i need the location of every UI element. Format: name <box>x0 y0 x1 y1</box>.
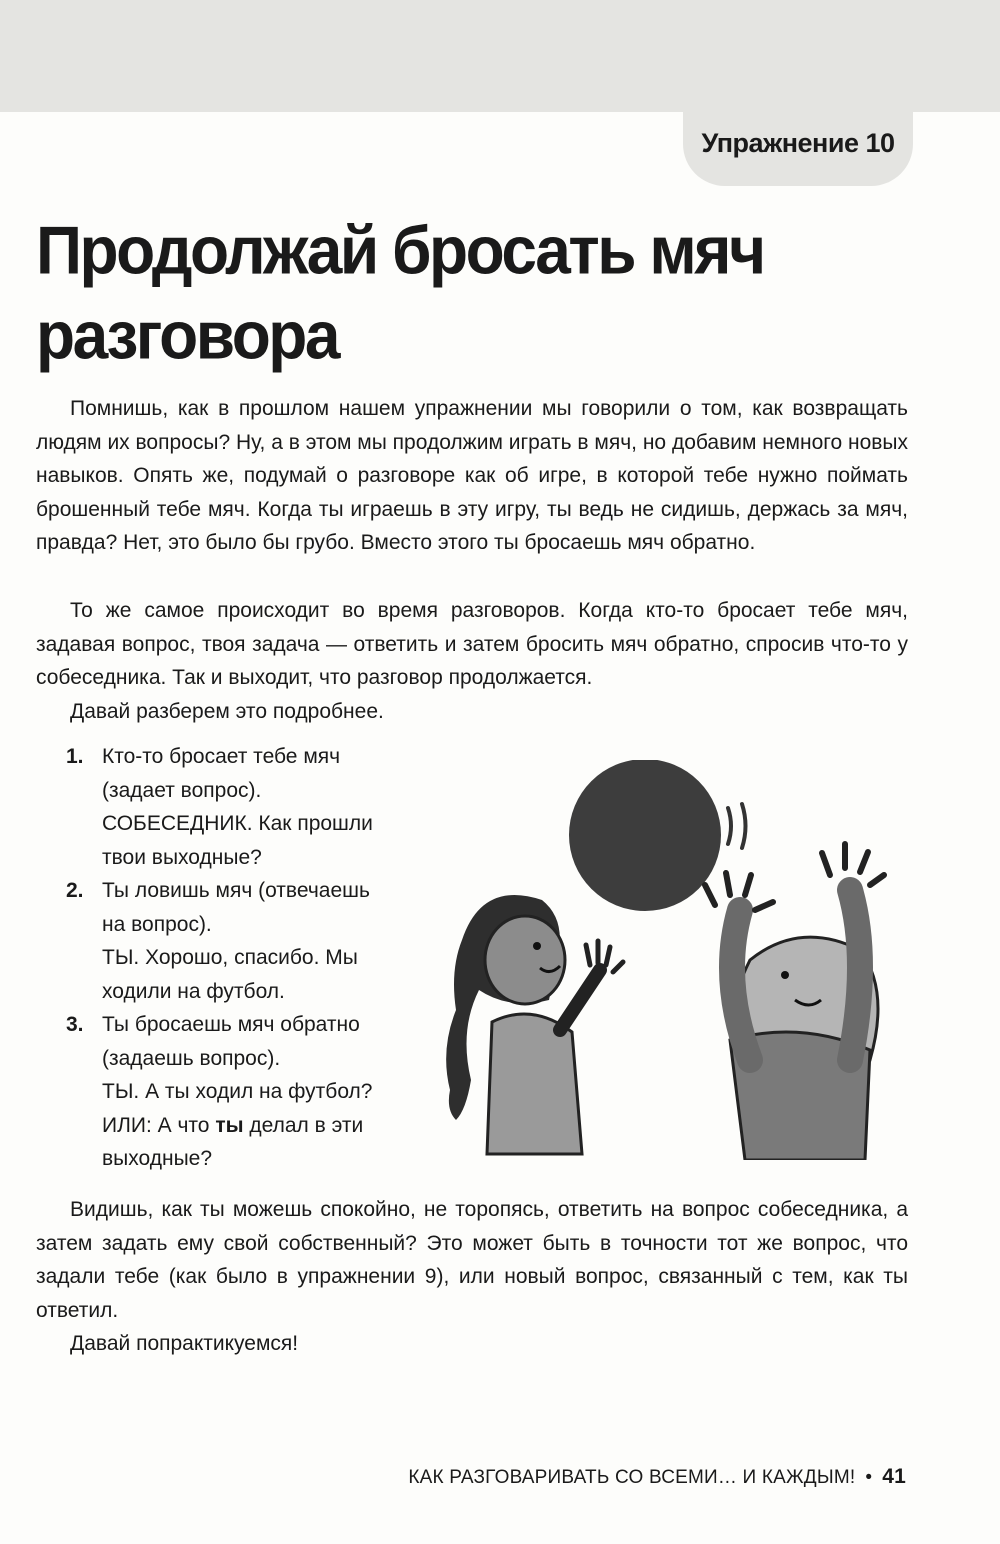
kids-playing-ball-illustration <box>430 760 900 1160</box>
paragraph-intro <box>36 392 908 560</box>
step-line: СОБЕСЕДНИК. Как прошли <box>102 812 373 835</box>
motion-lines <box>728 804 746 848</box>
step-emphasis: ты <box>215 1113 244 1137</box>
steps-list <box>66 740 396 1176</box>
step-line: (задаешь вопрос). <box>102 1046 281 1070</box>
page-title <box>36 208 796 378</box>
step-text: делал в эти <box>243 1113 364 1137</box>
step-number: 1. <box>66 745 84 768</box>
girl-figure <box>446 895 623 1154</box>
step-line: на вопрос). <box>102 912 212 936</box>
paragraph-same-text: То же самое происходит во время разговоров. Когда кто-то бросает тебе мяч, задавая вопрос, твоя задача — ответить и затем бросить мяч обратно, спросив что-то у собеседника. Так и выходит, что разговор продолжается. <box>36 599 908 689</box>
boy-right-arm <box>850 890 860 1060</box>
step-line: твои выходные? <box>102 845 262 869</box>
girl-shirt <box>487 1014 582 1154</box>
girl-eye <box>533 942 541 950</box>
boy-figure <box>705 844 884 1160</box>
girl-arm <box>560 970 600 1030</box>
step-3 <box>66 1008 396 1176</box>
step-1 <box>66 740 396 874</box>
paragraph-practice <box>36 1327 908 1361</box>
step-line: (задает вопрос). <box>102 778 262 802</box>
step-line: ТЫ. Хорошо, спасибо. Мы <box>102 946 358 969</box>
paragraph-intro-text: Помнишь, как в прошлом нашем упражнении мы говорили о том, как возвращать людям их вопросы? Ну, а в этом мы продолжим играть в мяч, но добавим немного новых навыков. Опять же, подумай о разговоре как об игре, в которой тебе нужно поймать брошенный тебе мяч. Когда ты играешь в эту игру, ты ведь не сидишь, держась за мяч, правда? Нет, это было бы грубо. Вместо этого ты бросаешь мяч обратно. <box>36 397 908 554</box>
title-line-1: Продолжай бросать мяч <box>36 212 764 289</box>
paragraph-lead <box>36 695 908 729</box>
step-line: Ты ловишь мяч (отвечаешь <box>102 879 370 902</box>
title-line-2: разговора <box>36 297 338 374</box>
step-number: 2. <box>66 879 84 902</box>
step-2 <box>66 874 396 1008</box>
girl-face <box>485 916 565 1004</box>
paragraph-lead-text: Давай разберем это подробнее. <box>70 700 384 723</box>
paragraph-same <box>36 594 908 695</box>
exercise-tab <box>683 112 913 186</box>
step-line: выходные? <box>102 1147 213 1170</box>
paragraph-practice-text: Давай попрактикуемся! <box>70 1332 299 1355</box>
step-line: ходили на футбол. <box>102 979 285 1003</box>
step-number: 3. <box>66 1013 84 1036</box>
step-line: Кто-то бросает тебе мяч <box>102 745 341 768</box>
step-line: ТЫ. А ты ходил на футбол? <box>102 1080 373 1103</box>
step-line <box>102 1109 396 1143</box>
book-title: КАК РАЗГОВАРИВАТЬ СО ВСЕМИ… И КАЖДЫМ! <box>408 1467 856 1488</box>
top-band <box>0 0 1000 112</box>
paragraph-conclusion <box>36 1193 908 1327</box>
paragraph-conclusion-text: Видишь, как ты можешь спокойно, не торопясь, ответить на вопрос собеседника, а затем задать ему свой собственный? Это может быть в точности тот же вопрос, что задали тебе (как было в упражнении 9), или новый вопрос, связанный с тем, как ты ответил. <box>36 1198 908 1322</box>
step-line: Ты бросаешь мяч обратно <box>102 1013 360 1036</box>
page-number: 41 <box>882 1465 906 1488</box>
ball <box>569 760 721 911</box>
page-footer <box>408 1465 906 1489</box>
footer-separator: • <box>865 1467 873 1488</box>
boy-eye <box>781 971 789 979</box>
exercise-label: Упражнение 10 <box>701 128 895 158</box>
step-text: ИЛИ: А что <box>102 1113 216 1137</box>
